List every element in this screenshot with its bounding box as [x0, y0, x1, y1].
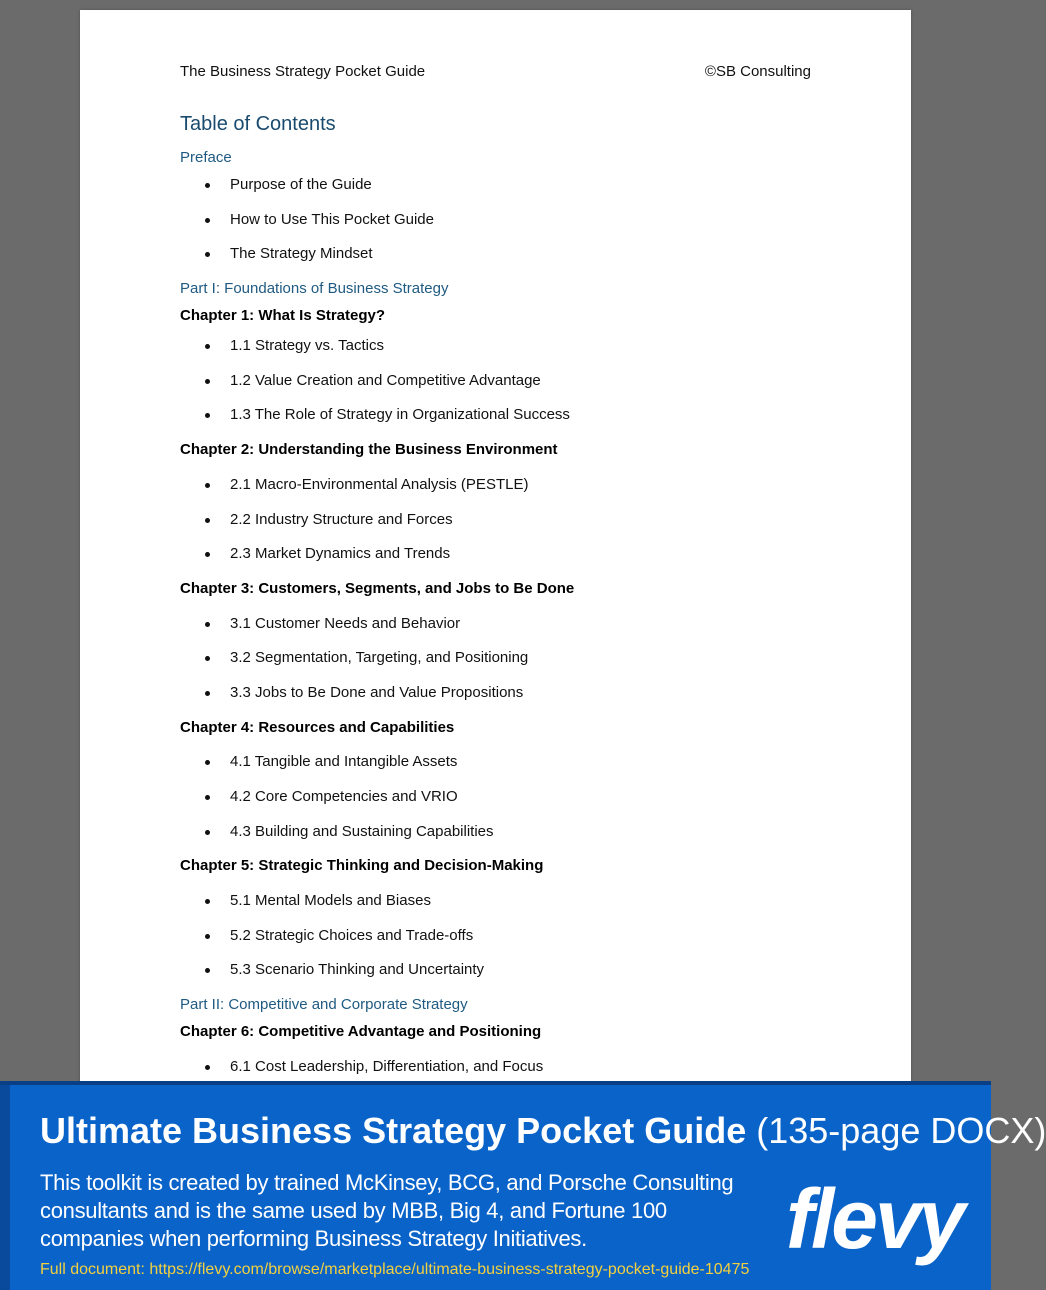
- header-title: The Business Strategy Pocket Guide: [180, 63, 426, 80]
- preface-list: [180, 172, 820, 276]
- chapter-heading[interactable]: Chapter 1: What Is Strategy?: [180, 307, 386, 325]
- bullet-icon: [205, 379, 210, 384]
- toc-entry[interactable]: [180, 819, 820, 854]
- toc-entry[interactable]: [180, 402, 820, 437]
- toc-entry-label: 3.1 Customer Needs and Behavior: [230, 614, 461, 632]
- bullet-icon: [205, 252, 210, 257]
- chapter-section-list: [180, 333, 820, 437]
- toc-entry-label: 1.2 Value Creation and Competitive Advantage: [230, 371, 541, 389]
- toc-entry-label: 5.1 Mental Models and Biases: [230, 892, 431, 910]
- toc-entry[interactable]: [180, 507, 820, 542]
- header-copyright: ©SB Consulting: [704, 63, 811, 80]
- toc-entry-label: The Strategy Mindset: [230, 245, 373, 263]
- toc-entry[interactable]: [180, 957, 820, 992]
- toc-entry[interactable]: [180, 645, 820, 680]
- toc-entry-label: How to Use This Pocket Guide: [230, 210, 434, 228]
- toc-entry[interactable]: [180, 888, 820, 923]
- flevy-logo: flevy: [786, 1172, 963, 1266]
- toc-entry[interactable]: [180, 172, 820, 207]
- banner-description: This toolkit is created by trained McKinsey, BCG, and Porsche Consulting consultants and is the same used by MBB, Big 4, and Fortune 100 companies when performing Business Strategy Initiatives.: [40, 1170, 734, 1251]
- bullet-icon: [205, 218, 210, 223]
- toc-entry[interactable]: [180, 611, 820, 646]
- chapter-section-list: [180, 888, 820, 992]
- toc-entry[interactable]: [180, 541, 820, 576]
- toc-entry[interactable]: [180, 472, 820, 507]
- toc-entry[interactable]: [180, 241, 820, 276]
- toc-entry-label: 1.1 Strategy vs. Tactics: [230, 337, 384, 355]
- bullet-icon: [205, 344, 210, 349]
- bullet-icon: [205, 518, 210, 523]
- part-heading[interactable]: Part II: Competitive and Corporate Strategy: [180, 996, 468, 1014]
- toc-entry-label: 2.3 Market Dynamics and Trends: [230, 545, 451, 563]
- toc-entry-label: 6.1 Cost Leadership, Differentiation, and Focus: [230, 1057, 544, 1075]
- toc-entry[interactable]: [180, 333, 820, 368]
- banner-accent-stripe: [0, 1085, 10, 1290]
- link-url[interactable]: https://flevy.com/browse/marketplace/ultimate-business-strategy-pocket-guide-10475: [149, 1261, 750, 1278]
- toc-entry-label: 2.1 Macro-Environmental Analysis (PESTLE): [230, 475, 529, 493]
- toc-entry[interactable]: [180, 749, 820, 784]
- bullet-icon: [205, 552, 210, 557]
- bullet-icon: [205, 622, 210, 627]
- toc-entry-label: Purpose of the Guide: [230, 176, 372, 193]
- bullet-icon: [205, 1065, 210, 1070]
- toc-entry-label: 4.3 Building and Sustaining Capabilities: [230, 822, 494, 840]
- link-prefix: Full document:: [40, 1261, 150, 1278]
- bullet-icon: [205, 968, 210, 973]
- toc-entry-label: 4.1 Tangible and Intangible Assets: [230, 753, 458, 771]
- toc-entry-label: 1.3 The Role of Strategy in Organizational Success: [230, 406, 570, 424]
- banner-title-main: Ultimate Business Strategy Pocket Guide: [40, 1110, 747, 1151]
- toc-entry-label: 3.3 Jobs to Be Done and Value Propositions: [230, 683, 524, 701]
- bullet-icon: [205, 760, 210, 765]
- toc-entry-label: 5.2 Strategic Choices and Trade-offs: [230, 926, 474, 944]
- chapter-section-list: [180, 749, 820, 853]
- toc-entry-label: 5.3 Scenario Thinking and Uncertainty: [230, 961, 485, 979]
- preface-heading[interactable]: Preface: [180, 149, 232, 166]
- bullet-icon: [205, 899, 210, 904]
- banner-title: [40, 1110, 1046, 1152]
- chapter-section-list: [180, 472, 820, 576]
- full-document-link[interactable]: [40, 1261, 749, 1279]
- toc-entry[interactable]: [180, 680, 820, 715]
- chapter-heading[interactable]: Chapter 5: Strategic Thinking and Decision-Making: [180, 857, 544, 875]
- toc-entry[interactable]: [180, 368, 820, 403]
- bullet-icon: [205, 483, 210, 488]
- toc-entry[interactable]: [180, 207, 820, 242]
- chapter-heading[interactable]: Chapter 6: Competitive Advantage and Positioning: [180, 1023, 542, 1041]
- toc-entry-label: 3.2 Segmentation, Targeting, and Positioning: [230, 649, 529, 667]
- toc-entry[interactable]: [180, 784, 820, 819]
- bullet-icon: [205, 934, 210, 939]
- toc-entry-label: 4.2 Core Competencies and VRIO: [230, 788, 458, 805]
- part-heading[interactable]: Part I: Foundations of Business Strategy: [180, 280, 449, 298]
- table-of-contents: [180, 111, 820, 1089]
- toc-entry[interactable]: [180, 923, 820, 958]
- bullet-icon: [205, 795, 210, 800]
- bullet-icon: [205, 656, 210, 661]
- promo-banner: [0, 1081, 1046, 1290]
- chapter-heading[interactable]: Chapter 4: Resources and Capabilities: [180, 718, 455, 736]
- chapter-section-list: [180, 611, 820, 715]
- bullet-icon: [205, 183, 210, 188]
- chapter-heading[interactable]: Chapter 2: Understanding the Business Environment: [180, 441, 558, 459]
- toc-entry-label: 2.2 Industry Structure and Forces: [230, 510, 453, 528]
- toc-title: Table of Contents: [180, 113, 336, 135]
- bullet-icon: [205, 691, 210, 696]
- bullet-icon: [205, 830, 210, 835]
- banner-title-format: (135-page DOCX): [756, 1110, 1046, 1151]
- bullet-icon: [205, 413, 210, 418]
- chapter-heading[interactable]: Chapter 3: Customers, Segments, and Jobs to Be Done: [180, 579, 575, 597]
